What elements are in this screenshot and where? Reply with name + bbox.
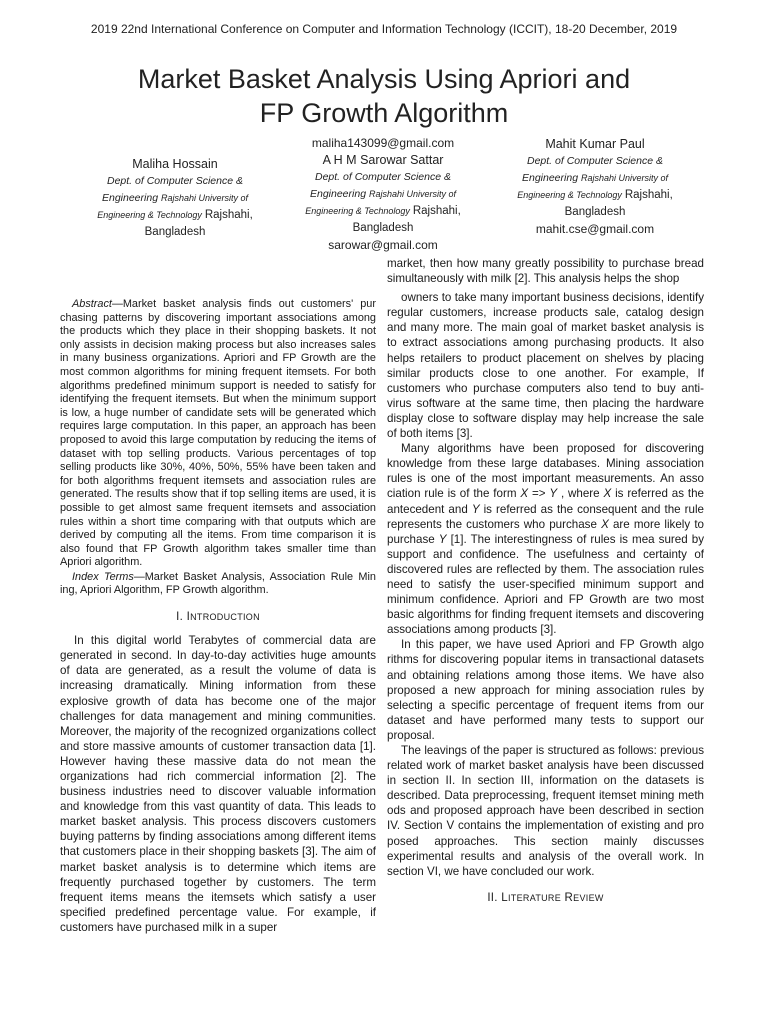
continued-paragraph: market, then how many greatly possibility to purchase bread simultaneously with milk [2]. This analysis helps the shop: [387, 257, 704, 286]
author-name: A H M Sarowar Sattar: [322, 153, 444, 167]
title-line-2: FP Growth Algorithm: [259, 98, 509, 128]
author-email[interactable]: mahit.cse@gmail.com: [535, 222, 655, 236]
author-email[interactable]: sarowar@gmail.com: [328, 238, 438, 252]
conference-header: 2019 22nd International Conference on Computer and Information Technology (ICCIT), 18-20 December, 2019: [90, 22, 678, 36]
author-affiliation: Dept. of Computer Science & Engineering Rajshahi University of Engineering & Technology Rajshahi, Bangladesh: [305, 171, 461, 234]
paragraph-structure: The leavings of the paper is structured as follows: previous related work of market basket analysis have been discussed in section II. In section III, information on the datasets is described. Data preprocessing, frequent itemset mining meth ods and proposed approach have been described in section IV. Section V contains the implementation of existing and pro posed approaches. This section mainly discusses experimental results and analysis of the overall work. In section VI, we have concluded our work.: [387, 744, 704, 878]
title-line-1: Market Basket Analysis Using Apriori and: [137, 64, 631, 94]
abstract-label: Abstract: [72, 298, 112, 310]
abstract: Abstract—Market basket analysis finds out customers' pur chasing patterns by discovering important associations among the products which they place in their shopping baskets. It not only assists in decision making process but also increases sales in many business organizations. Apriori and FP Growth are the most common algorithms for mining frequent itemsets. For both algorithms predefined minimum support is needed to satisfy for identifying the frequent itemsets. But when the minimum support is low, a huge number of candidate sets will be generated which requires large computation. In this paper, an approach has been proposed to avoid this large computation by reducing the items of dataset with top selling products. Various percentages of top selling products like 30%, 40%, 50%, 55% have been taken and for both algorithms frequent itemsets and association rules are generated. The results show that if top selling items are used, it is possible to get almost same frequent itemsets and association rules within a short time comparing with that outputs which are derived by computing all the items. From time comparison it is also found that FP Growth algorithm takes smaller time than Apriori algorithm. Index Terms—Market Basket Analysis, Association Rule Min ing, Apriori Algorithm, FP Growth algorithm.: [60, 298, 376, 597]
section-heading-literature-review: II. LITERATURE REVIEW: [487, 891, 604, 904]
left-column: [60, 298, 376, 935]
section-heading-introduction: I. INTRODUCTION: [176, 611, 260, 624]
paper-title: [60, 62, 708, 130]
paragraph-owners: owners to take many important business decisions, identify regular customers, increase products sale, catalog design and many more. The main goal of market basket analysis is to extract associations among purchasing products. It also helps retailers to product placement on shelves by placing similar products close to one another. For example, If customers who purchase computers also tend to buy anti-virus software at the same time, then placing the hardware display close to software display may help increase the sale of both items [3].: [387, 291, 704, 441]
author-email-top[interactable]: maliha143099@gmail.com: [311, 136, 455, 150]
author-name: Mahit Kumar Paul: [545, 137, 645, 151]
index-terms-text: Market Basket Analysis, Association Rule Min ing, Apriori Algorithm, FP Growth algorithm.: [60, 570, 376, 597]
author-affiliation: Dept. of Computer Science & Engineering Rajshahi University of Engineering & Technology Rajshahi, Bangladesh: [97, 175, 253, 238]
author-name: Maliha Hossain: [132, 157, 218, 171]
index-terms-label: Index Terms: [72, 570, 134, 583]
right-column: [387, 256, 704, 914]
author-block-2: [288, 135, 478, 254]
abstract-text: Market basket analysis finds out customers' pur chasing patterns by discovering important associations among the products which they place in their shopping baskets. It not only assists in decision making process but also increases sales in many business organizations. Apriori and FP Growth are the most common algorithms for mining frequent itemsets. For both algorithms predefined minimum support is needed to satisfy for identifying the frequent itemsets. But when the minimum support is low, a huge number of candidate sets will be generated which requires large computation. In this paper, an approach has been proposed to avoid this large computation by reducing the items of dataset with top selling products. Various percentages of top selling products like 30%, 40%, 50%, 55% have been taken and for both algorithms frequent itemsets and association rules are generated. The results show that if top selling items are used, it is possible to get almost same frequent itemsets and association rules within a short time comparing with that outputs which are derived by computing all the items. From time comparison it is also found that FP Growth algorithm takes smaller time than Apriori algorithm.: [60, 298, 376, 569]
intro-paragraph: In this digital world Terabytes of commercial data are generated in second. In day-to-day activities huge amounts of data are generated, as a result the volume of data is increasing dramatically. Mining information from these explosive growth of data has become one of the major challenges for data management and mining communities. Moreover, the majority of the recognized organizations collect and store massive amounts of customer transaction data [1]. However having these massive data do not mean the organizations had rich commercial information [2]. The business industries need to discover valuable information and knowledge from this vast quantity of data. This leads to market basket analysis. This process discovers customers buying patterns by finding associations among different items that customers place in their shopping baskets [3]. The aim of market basket analysis is to determine which items are frequently purchased together by customers. The term frequent items means the itemsets which satisfy a user specified predefined percentage value. For example, if customers have purchased milk in a super: [60, 634, 376, 934]
author-block-1: [60, 156, 290, 241]
paragraph-this-paper: In this paper, we have used Apriori and FP Growth algo rithms for discovering popular items in transactional datasets and obtaining relations among those items. We have also proposed a new approach for mining association rules by selecting a specific percentage of frequent items from our dataset and have performed many tests to support our proposal.: [387, 638, 704, 742]
author-block-3: [490, 136, 700, 238]
paragraph-association-rules: Many algorithms have been proposed for discovering knowledge from these large databases. Mining association rules is one of the most important measurements. An asso ciation rule is of the form X => Y , where X is referred as the antecedent and Y is referred as the consequent and the rule represents the customers who purchase X are more likely to purchase Y [1]. The interestingness of rules is mea sured by support and confidence. The usefulness and certainty of discovered rules are reflected by them. The association rules need to satisfy the user-specified minimum support and minimum confidence. Apriori and FP Growth are two most basic algorithms for finding frequent itemsets and discovering associations among products [3].: [387, 442, 704, 637]
author-affiliation: Dept. of Computer Science & Engineering Rajshahi University of Engineering & Technology Rajshahi, Bangladesh: [517, 155, 673, 218]
